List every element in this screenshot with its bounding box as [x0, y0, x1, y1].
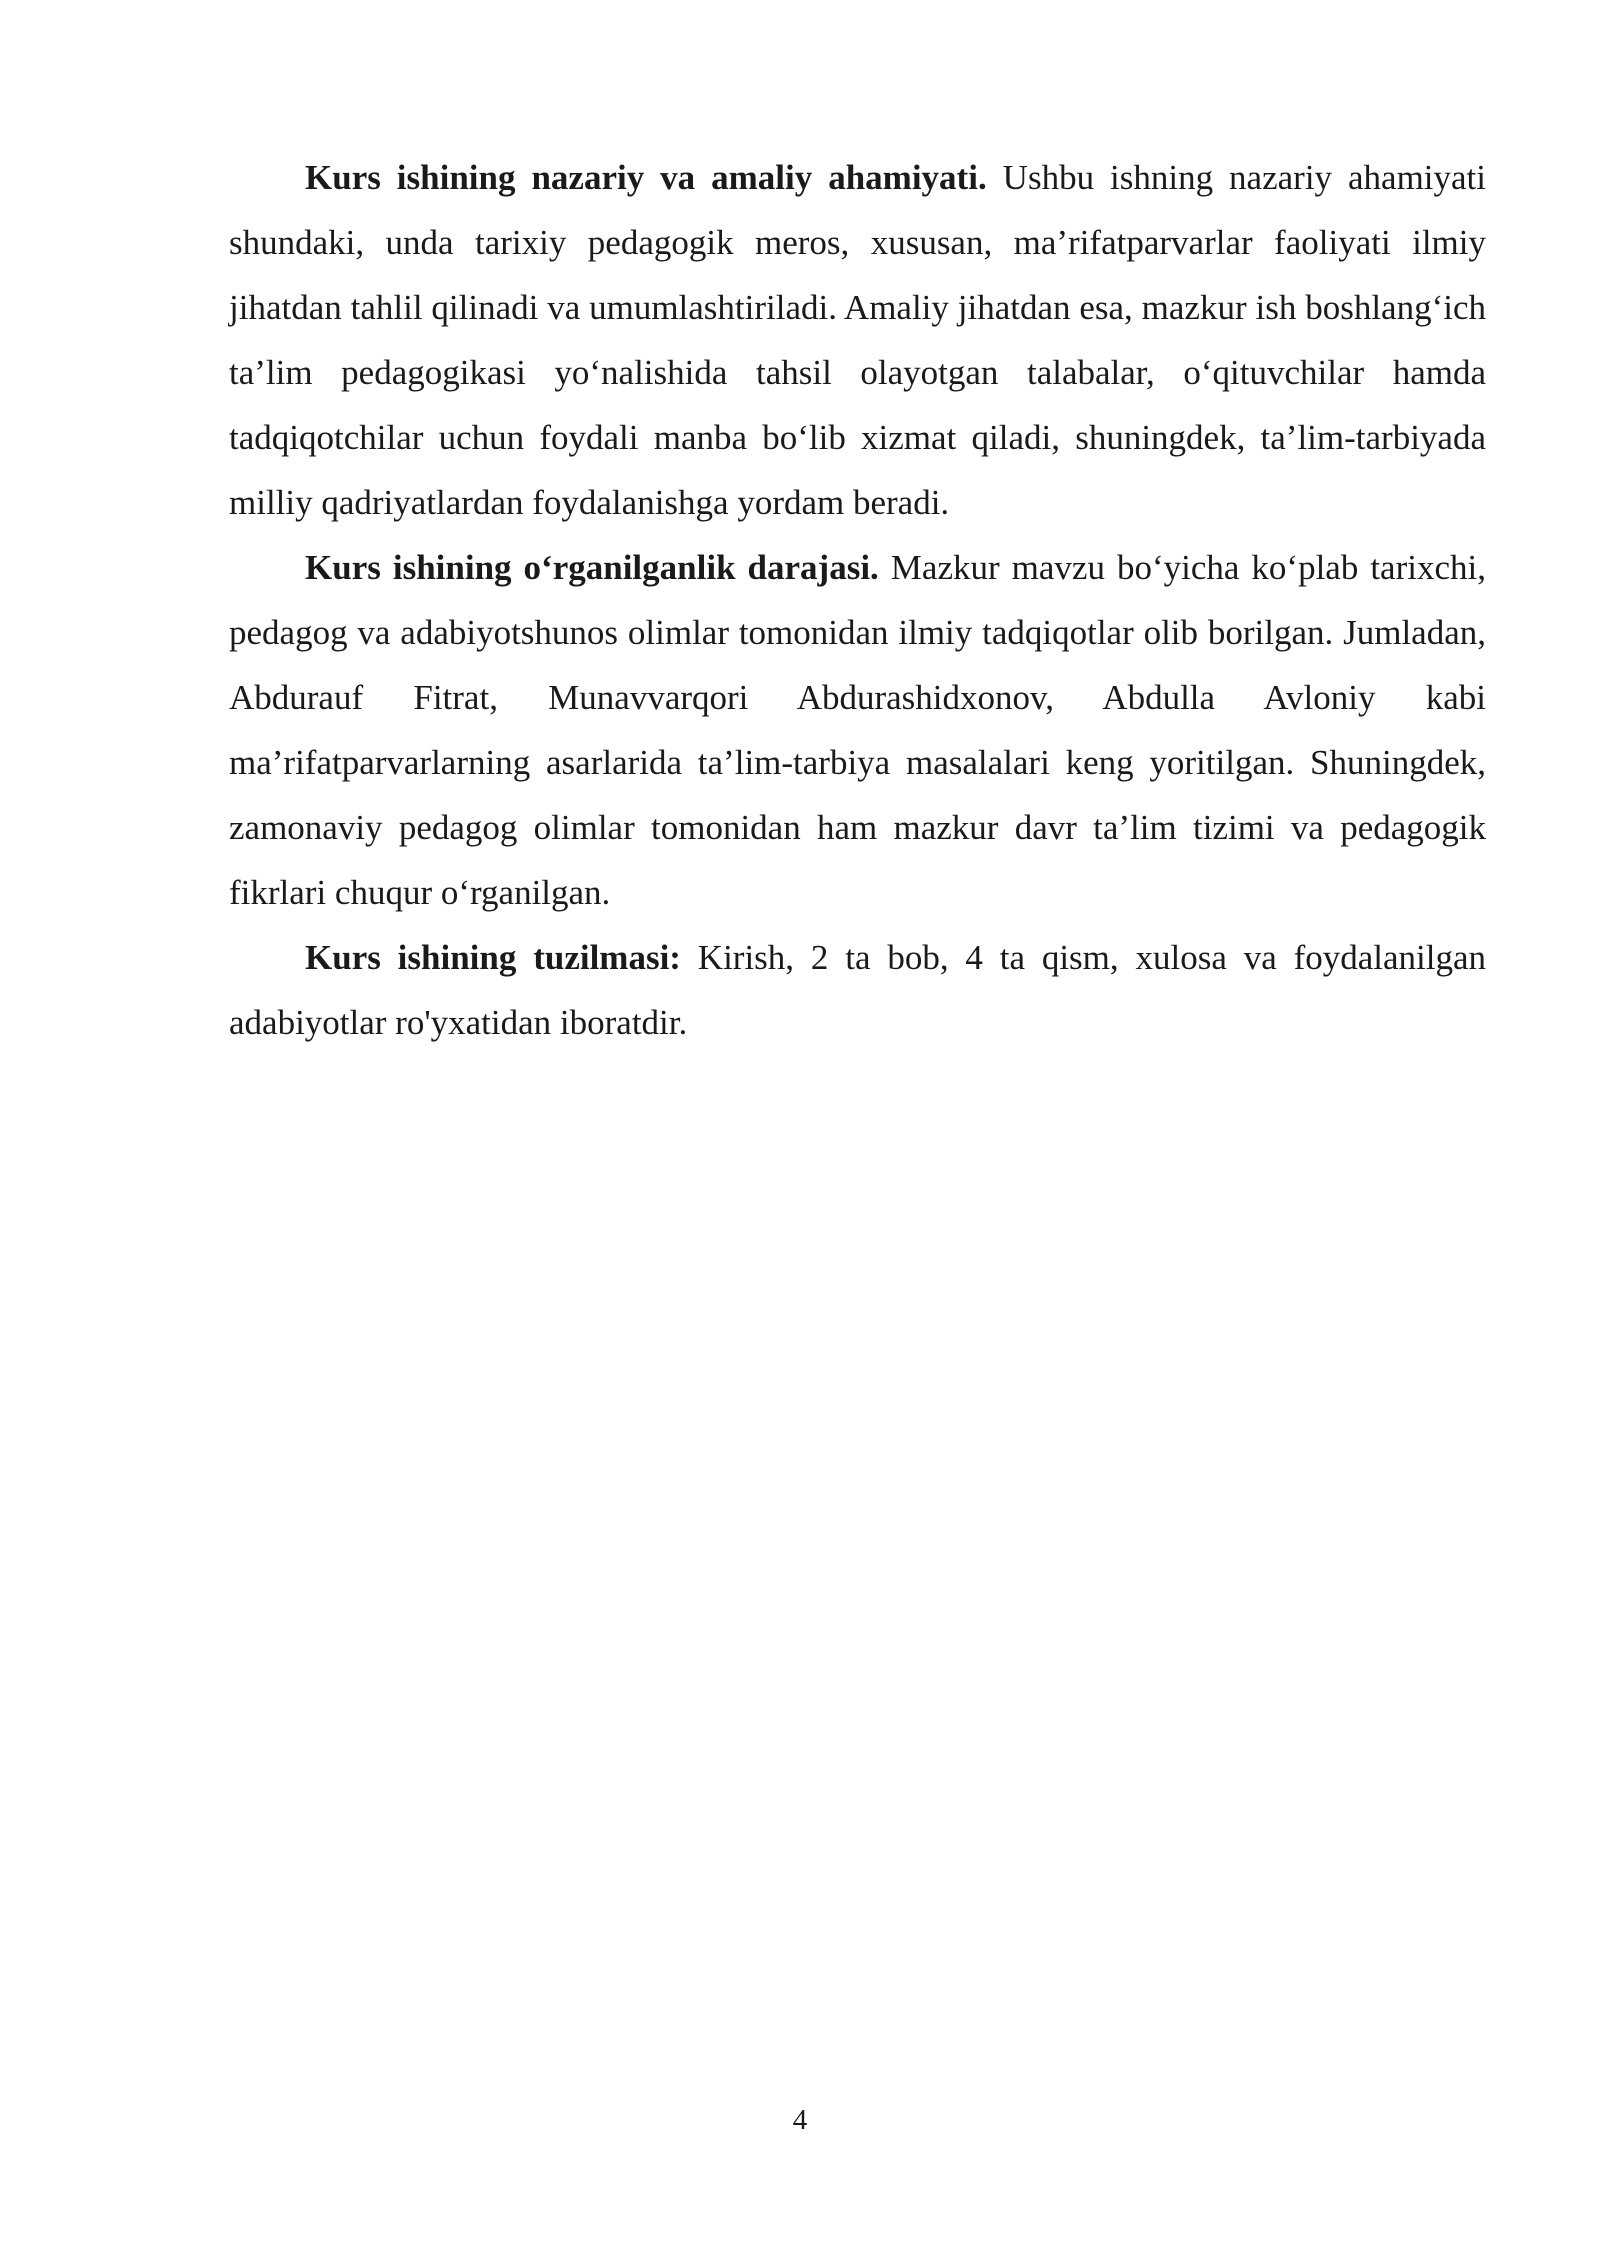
paragraph-significance: [229, 145, 1486, 535]
body-text: [229, 145, 1486, 1055]
paragraph-text: Kirish, 2 ta bob, 4 ta qism, xulosa va foydalanilgan adabiyotlar ro'yxatidan iboratdir.: [229, 938, 1486, 1042]
paragraph-text: Mazkur mavzu bo‘yicha ko‘plab tarixchi, pedagog va adabiyotshunos olimlar tomonidan ilmiy tadqiqotlar olib borilgan. Jumladan, Abdurauf Fitrat, Munavvarqori Abdurashidxonov, Abdulla Avloniy kabi ma’rifatparvarlarning asarlarida ta’lim-tarbiya masalalari keng yoritilgan. Shuningdek, zamonaviy pedagog olimlar tomonidan ham mazkur davr ta’lim tizimi va pedagogik fikrlari chuqur o‘rganilgan.: [229, 548, 1486, 912]
paragraph-text: Ushbu ishning nazariy ahamiyati shundaki, unda tarixiy pedagogik meros, xususan, ma’rifatparvarlar faoliyati ilmiy jihatdan tahlil qilinadi va umumlashtiriladi. Amaliy jihatdan esa, mazkur ish boshlang‘ich ta’lim pedagogikasi yo‘nalishida tahsil olayotgan talabalar, o‘qituvchilar hamda tadqiqotchilar uchun foydali manba bo‘lib xizmat qiladi, shuningdek, ta’lim-tarbiyada milliy qadriyatlardan foydalanishga yordam beradi.: [229, 158, 1487, 522]
paragraph-research-degree: [229, 535, 1486, 925]
paragraph-heading: Kurs ishining tuzilmasi:: [305, 938, 681, 977]
paragraph-heading: Kurs ishining nazariy va amaliy ahamiyati.: [305, 158, 987, 197]
paragraph-heading: Kurs ishining o‘rganilganlik darajasi.: [305, 548, 879, 587]
paragraph-structure: [229, 925, 1486, 1055]
page-number: 4: [792, 2104, 808, 2136]
